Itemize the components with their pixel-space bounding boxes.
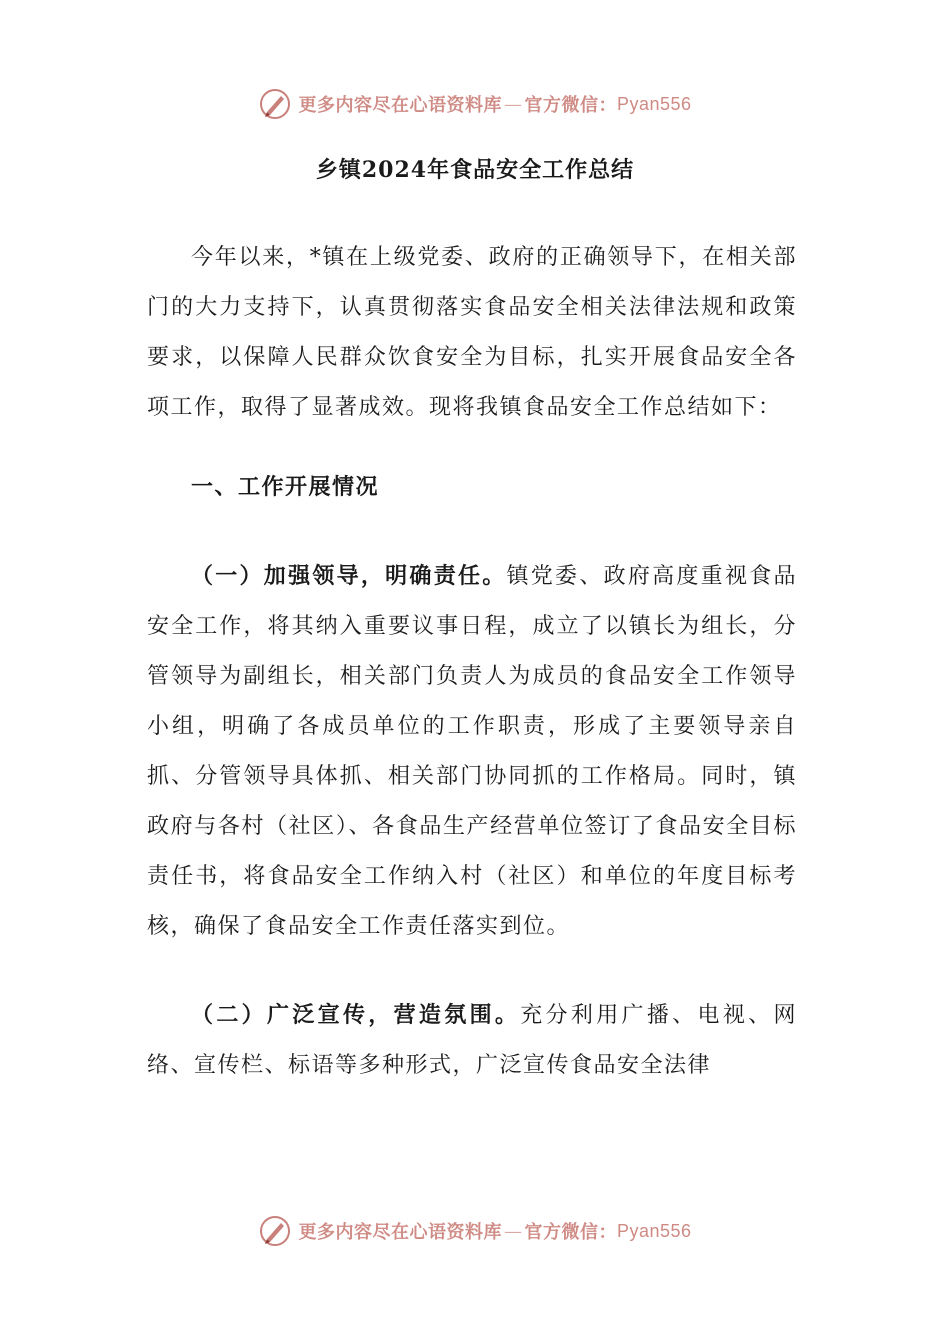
document-title: 乡镇2024年食品安全工作总结 [315,157,635,183]
watermark-footer [0,1211,950,1251]
item-lead-2: （二）广泛宣传，营造氛围。 [191,1002,521,1028]
intro-paragraph: 今年以来，*镇在上级党委、政府的正确领导下，在相关部门的大力支持下，认真贯彻落实食品安全相关法律法规和政策要求，以保障人民群众饮食安全为目标，扎实开展食品安全各项工作，取得了显著成效。现将我镇食品安全工作总结如下： [147,245,797,420]
item-body-2: 充分利用广播、电视、网络、宣传栏、标语等多种形式，广泛宣传食品安全法律 [147,1003,797,1078]
pen-logo-icon [258,87,292,121]
document-body [147,233,797,1091]
item-paragraph-2 [147,990,797,1091]
watermark-label: 官方微信： [524,1222,617,1243]
watermark-main-text: 更多内容尽在心语资料库 [298,95,502,116]
watermark-dash: — [503,93,523,115]
watermark-label: 官方微信： [524,95,617,116]
watermark-main-text: 更多内容尽在心语资料库 [298,1222,502,1243]
watermark-header [0,84,950,124]
watermark-wechat-id: Pyan556 [616,93,692,114]
item-lead-1: （一）加强领导，明确责任。 [191,563,507,589]
watermark-wechat-id: Pyan556 [616,1220,692,1241]
watermark-dash: — [503,1220,523,1242]
section-heading: 一、工作开展情况 [191,475,380,500]
pen-logo-icon [258,1214,292,1248]
item-paragraph-1 [147,551,797,952]
item-body-1: 镇党委、政府高度重视食品安全工作，将其纳入重要议事日程，成立了以镇长为组长，分管领导为副组长，相关部门负责人为成员的食品安全工作领导小组，明确了各成员单位的工作职责，形成了主要领导亲自抓、分管领导具体抓、相关部门协同抓的工作格局。同时，镇政府与各村（社区）、各食品生产经营单位签订了食品安全目标责任书，将食品安全工作纳入村（社区）和单位的年度目标考核，确保了食品安全工作责任落实到位。 [147,564,797,939]
